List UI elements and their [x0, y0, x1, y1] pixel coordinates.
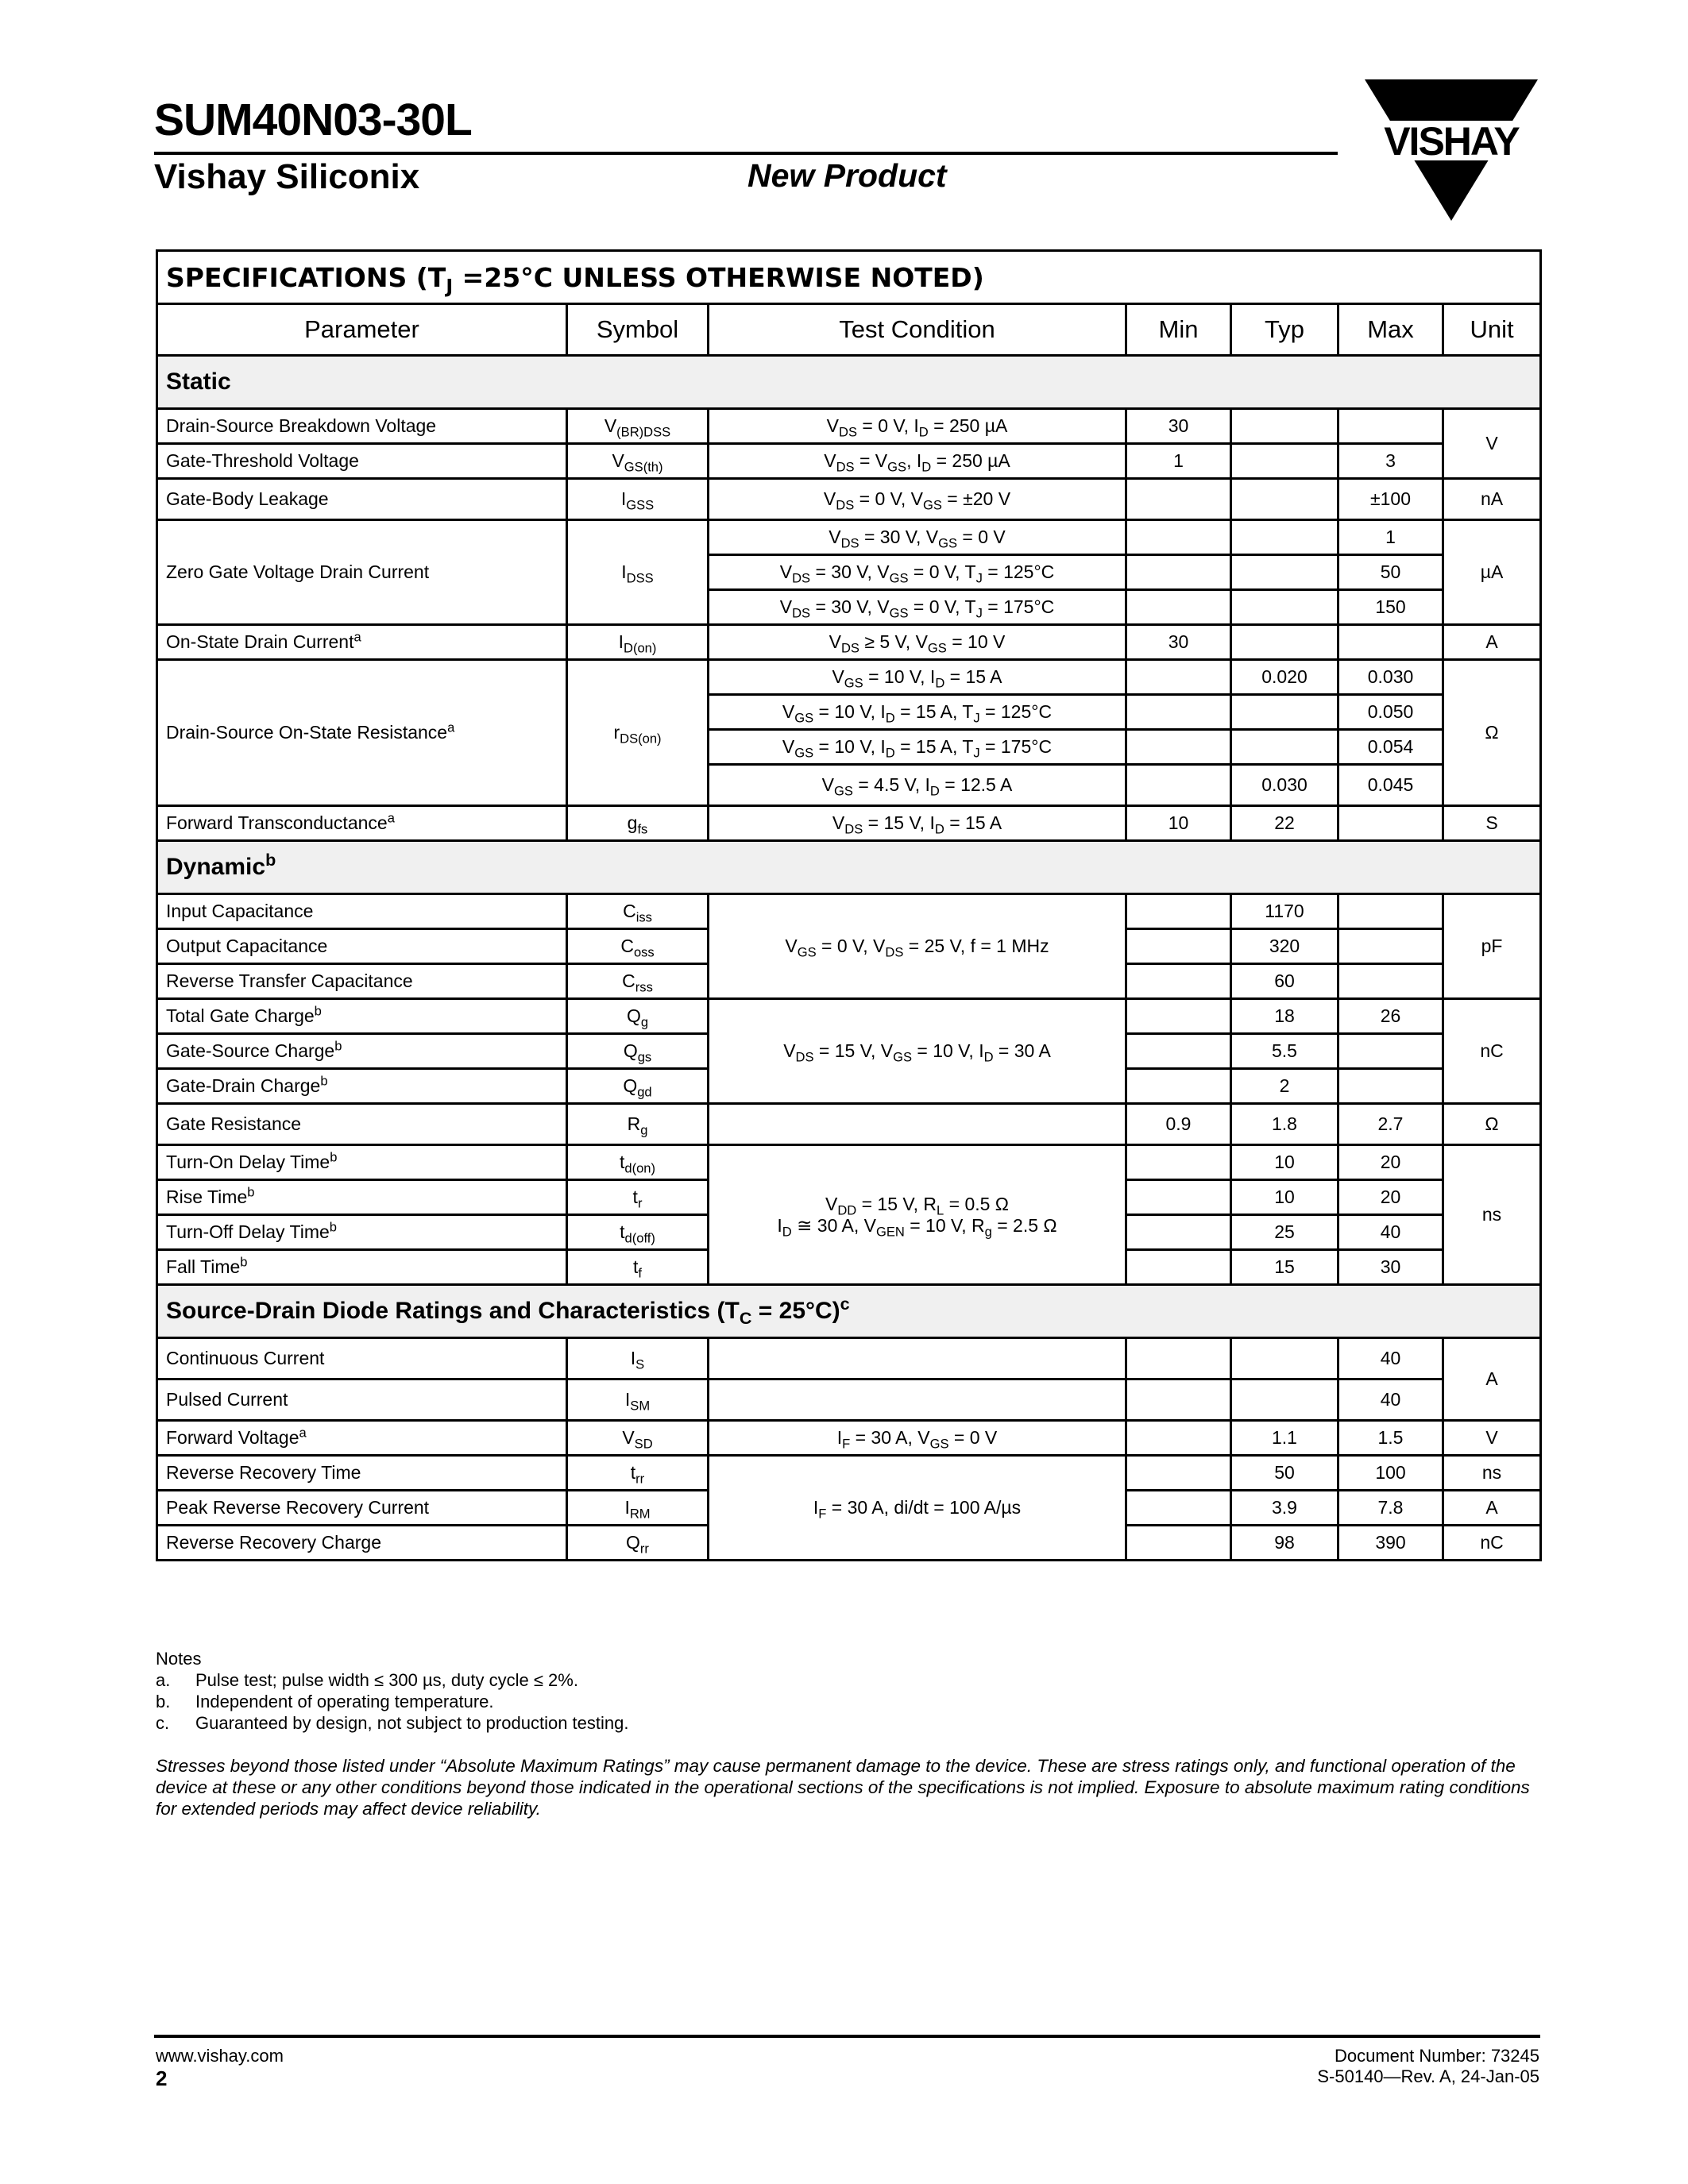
- table-row: Total Gate Charge$^b$ $Q_g$ $V_{DS} = 15$ V, $V_{GS} = 10$ V, $I_D = 30$ A 18 26 nC: [157, 999, 1541, 1034]
- revision: S-50140—Rev. A, 24-Jan-05: [1317, 2066, 1539, 2086]
- new-product-tag: New Product: [747, 157, 947, 194]
- table-row: Fall Time$^b$ $t_f$ 15 30: [157, 1250, 1541, 1285]
- table-row: Continuous Current $I_S$ 40 A: [157, 1338, 1541, 1379]
- notes: [156, 1648, 1539, 1734]
- col-unit: Unit: [1443, 304, 1541, 356]
- table-header-row: [157, 304, 1541, 356]
- table-row: $V_{DS} = 30$ V, $V_{GS} = 0$ V, $T_J = 125^\circ C$ 50: [157, 555, 1541, 590]
- logo-text: VISHAY: [1384, 119, 1519, 164]
- col-parameter: Parameter: [157, 304, 567, 356]
- table-row: Reverse Recovery Charge $Q_{rr}$ 98 390 nC: [157, 1526, 1541, 1561]
- note-b: b. Independent of operating temperature.: [156, 1692, 494, 1711]
- section-dynamic: Dynamic$^b$: [157, 841, 1541, 894]
- table-row: $V_{DS} = 30$ V, $V_{GS} = 0$ V, $T_J = 175^\circ C$ 150: [157, 590, 1541, 625]
- table-title: SPECIFICATIONS ($T_J =25^\circ C$ UNLESS OTHERWISE NOTED): [157, 251, 1541, 304]
- table-row: Turn-On Delay Time$^b$ $t_{d(on)}$ $V_{DD} = 15$ V, $R_L = 0.5$ Ω $I_D$ ≅ 30 A, $V_{GEN} = 10$ V, $R_g = 2.5$ Ω 10 20 ns: [157, 1145, 1541, 1180]
- document-number: Document Number: 73245: [1334, 2046, 1539, 2066]
- col-max: Max: [1338, 304, 1443, 356]
- specifications-table: [156, 249, 1542, 1561]
- page-number: 2: [156, 2066, 168, 2090]
- table-row: Gate-Threshold Voltage $V_{GS(th)}$ $V_{DS} = V_{GS}$, $I_D = 250$ µA 1 3: [157, 444, 1541, 479]
- table-row: Rise Time$^b$ $t_r$ 10 20: [157, 1180, 1541, 1215]
- table-row: Reverse Transfer Capacitance $C_{rss}$ 60: [157, 964, 1541, 999]
- table-row: On-State Drain Current$^a$ $I_{D(on)}$ $V_{DS} \ge 5$ V, $V_{GS} = 10$ V 30 A: [157, 625, 1541, 660]
- table-row: Turn-Off Delay Time$^b$ $t_{d(off)}$ 25 40: [157, 1215, 1541, 1250]
- table-row: Forward Voltage$^a$ $V_{SD}$ $I_F = 30$ A, $V_{GS} = 0$ V 1.1 1.5 V: [157, 1421, 1541, 1456]
- table-row: Forward Transconductance$^a$ $g_{fs}$ $V_{DS} = 15$ V, $I_D = 15$ A 10 22 S: [157, 806, 1541, 841]
- table-row: Peak Reverse Recovery Current $I_{RM}$ 3.9 7.8 A: [157, 1491, 1541, 1526]
- table-row: Gate-Body Leakage $I_{GSS}$ $V_{DS} = 0$ V, $V_{GS} = \pm 20$ V ±100 nA: [157, 479, 1541, 520]
- vishay-logo: [1365, 79, 1538, 221]
- website-link[interactable]: www.vishay.com: [156, 2046, 284, 2066]
- company-name: Vishay Siliconix: [154, 157, 420, 196]
- col-symbol: Symbol: [567, 304, 709, 356]
- footer-rule: [154, 2035, 1540, 2038]
- table-row: Input Capacitance $C_{iss}$ $V_{GS} = 0$ V, $V_{DS} = 25$ V, f = 1 MHz 1170 pF: [157, 894, 1541, 929]
- disclaimer: Stresses beyond those listed under “Absolute Maximum Ratings” may cause permanent damage to the device. These are stress ratings only, and functional operation of the device at these or any other conditions beyond those indicated in the operational sections of the specifications is not implied. Exposure to absolute maximum rating conditions for extended periods may affect device reliability.: [156, 1756, 1530, 1819]
- table-row: $V_{GS} = 10$ V, $I_D = 15$ A, $T_J = 125^\circ C$ 0.050: [157, 695, 1541, 730]
- header-rule: [154, 152, 1338, 155]
- note-a: a. Pulse test; pulse width ≤ 300 µs, duty cycle ≤ 2%.: [156, 1670, 578, 1690]
- col-test-condition: Test Condition: [709, 304, 1126, 356]
- table-row: Reverse Recovery Time $t_{rr}$ $I_F = 30$ A, di/dt = 100 A/µs 50 100 ns: [157, 1456, 1541, 1491]
- table-row: Pulsed Current $I_{SM}$ 40: [157, 1379, 1541, 1421]
- section-static: Static: [157, 356, 1541, 409]
- part-number-title: SUM40N03-30L: [154, 95, 472, 145]
- table-row: Drain-Source Breakdown Voltage $V_{(BR)DSS}$ $V_{DS} = 0$ V, $I_D = 250$ µA 30 V: [157, 409, 1541, 444]
- table-row: Zero Gate Voltage Drain Current $I_{DSS}$ $V_{DS} = 30$ V, $V_{GS} = 0$ V 1 µA: [157, 520, 1541, 555]
- table-row: Output Capacitance $C_{oss}$ 320: [157, 929, 1541, 964]
- table-row: Gate-Drain Charge$^b$ $Q_{gd}$ 2: [157, 1069, 1541, 1104]
- table-row: Drain-Source On-State Resistance$^a$ $r_{DS(on)}$ $V_{GS} = 10$ V, $I_D = 15$ A 0.020 0.030 Ω: [157, 660, 1541, 695]
- table-row: $V_{GS} = 4.5$ V, $I_D = 12.5$ A 0.030 0.045: [157, 765, 1541, 806]
- table-row: $V_{GS} = 10$ V, $I_D = 15$ A, $T_J = 175^\circ C$ 0.054: [157, 730, 1541, 765]
- notes-heading: Notes: [156, 1649, 202, 1669]
- table-row: Gate-Source Charge$^b$ $Q_{gs}$ 5.5: [157, 1034, 1541, 1069]
- note-c: c. Guaranteed by design, not subject to production testing.: [156, 1713, 629, 1733]
- section-diode: Source-Drain Diode Ratings and Characteristics $(T_C = 25^\circ C)^c$: [157, 1285, 1541, 1338]
- col-typ: Typ: [1231, 304, 1338, 356]
- table-row: Gate Resistance $R_g$ 0.9 1.8 2.7 Ω: [157, 1104, 1541, 1145]
- col-min: Min: [1126, 304, 1231, 356]
